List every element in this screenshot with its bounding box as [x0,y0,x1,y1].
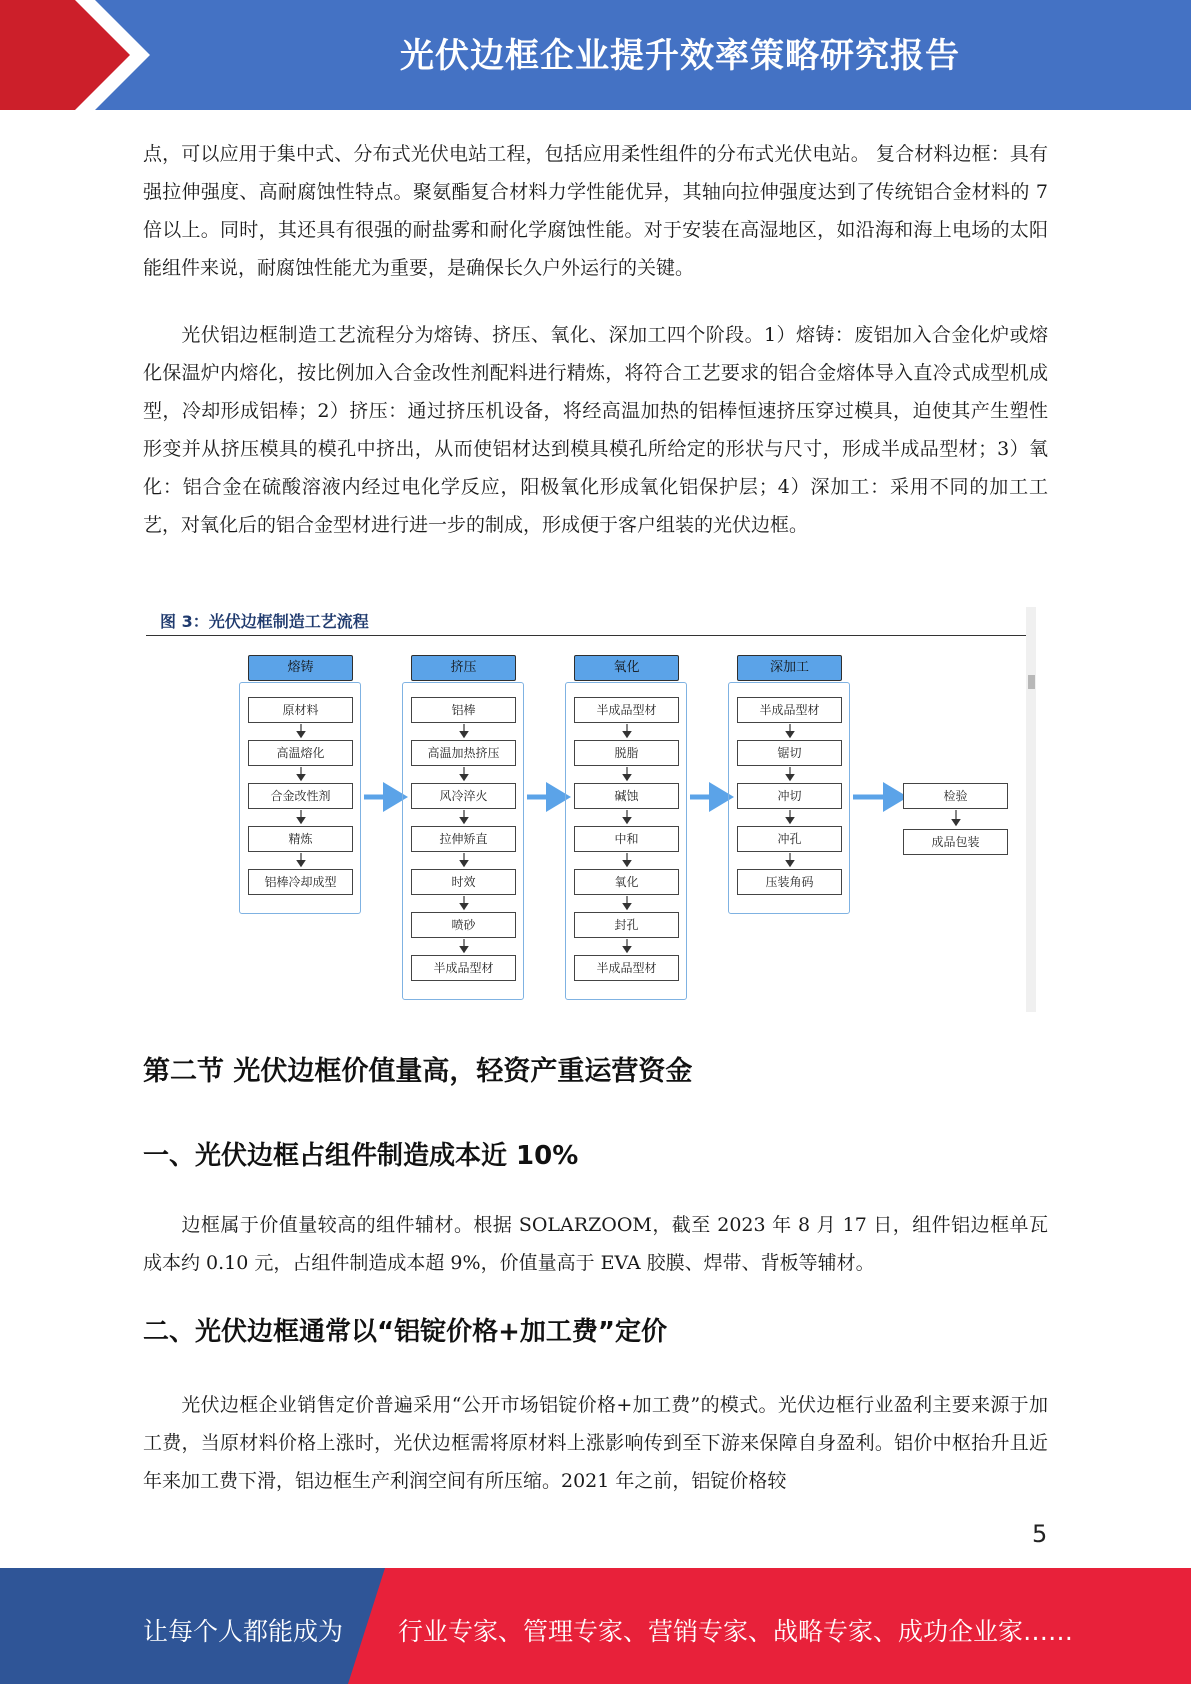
step-box: 封孔 [574,912,679,938]
paragraph-4: 光伏边框企业销售定价普遍采用“公开市场铝锭价格+加工费”的模式。光伏边框行业盈利主要来源于加工费，当原材料价格上涨时，光伏边框需将原材料上涨影响传到至下游来保障自身盈利。铝价中枢抬升且近年来加工费下滑，铝边框生产利润空间有所压缩。2021 年之前，铝锭价格较 [143,1394,1048,1492]
step-box: 原材料 [248,697,353,723]
step-box: 半成品型材 [737,697,842,723]
process-flow-figure [146,607,1036,1012]
stage-header-casting: 熔铸 [248,655,353,681]
step-box: 冲孔 [737,826,842,852]
report-title: 光伏边框企业提升效率策略研究报告 [400,36,960,76]
step-box: 时效 [411,869,516,895]
step-box: 氧化 [574,869,679,895]
stage-header-deep-processing: 深加工 [737,655,842,681]
paragraph-2: 光伏铝边框制造工艺流程分为熔铸、挤压、氧化、深加工四个阶段。1）熔铸：废铝加入合金化炉或熔化保温炉内熔化，按比例加入合金改性剂配料进行精炼，将符合工艺要求的铝合金熔体导入直冷式成型机成型，冷却形成铝棒；2）挤压：通过挤压机设备，将经高温加热的铝棒恒速挤压穿过模具，迫使其产生塑性形变并从挤压模具的模孔中挤出，从而使铝材达到模具模孔所给定的形状与尺寸，形成半成品型材；3）氧化：铝合金在硫酸溶液内经过电化学反应，阳极氧化形成氧化铝保护层；4）深加工：采用不同的加工工艺，对氧化后的铝合金型材进行进一步的制成，形成便于客户组装的光伏边框。 [143,324,1048,536]
step-box: 高温熔化 [248,740,353,766]
section-heading: 第二节 光伏边框价值量高，轻资产重运营资金 [143,1056,693,1087]
step-box: 半成品型材 [411,955,516,981]
final-step-box: 检验 [903,783,1008,809]
step-box: 铝棒冷却成型 [248,869,353,895]
header-chevron-decoration [0,0,300,110]
step-box: 中和 [574,826,679,852]
paragraph-3: 边框属于价值量较高的组件辅材。根据 SOLARZOOM，截至 2023 年 8 月 17 日，组件铝边框单瓦成本约 0.10 元，占组件制造成本超 9%，价值量高于 EVA 胶膜、焊带、背板等辅材。 [143,1214,1048,1274]
subsection-heading-1: 一、光伏边框占组件制造成本近 10% [143,1141,579,1171]
step-box: 精炼 [248,826,353,852]
figure-title: 图 3：光伏边框制造工艺流程 [160,612,369,631]
step-box: 锯切 [737,740,842,766]
step-box: 拉伸矫直 [411,826,516,852]
step-box: 脱脂 [574,740,679,766]
stage-header-oxidation: 氧化 [574,655,679,681]
step-box: 喷砂 [411,912,516,938]
figure-scrollbar[interactable] [1026,607,1036,1012]
stage-header-extrusion: 挤压 [411,655,516,681]
page-footer [0,1568,1191,1684]
footer-slogan-left: 让每个人都能成为 [143,1617,344,1646]
step-box: 压装角码 [737,869,842,895]
step-box: 合金改性剂 [248,783,353,809]
final-step-box: 成品包装 [903,829,1008,855]
step-box: 碱蚀 [574,783,679,809]
page-header [0,0,1191,110]
page-number: 5 [1032,1520,1048,1548]
figure-scrollbar-thumb[interactable] [1028,675,1035,689]
step-box: 铝棒 [411,697,516,723]
step-box: 高温加热挤压 [411,740,516,766]
step-box: 冲切 [737,783,842,809]
subsection-heading-2: 二、光伏边框通常以“铝锭价格+加工费”定价 [143,1317,667,1347]
step-box: 半成品型材 [574,955,679,981]
step-box: 风冷淬火 [411,783,516,809]
step-box: 半成品型材 [574,697,679,723]
paragraph-1: 点，可以应用于集中式、分布式光伏电站工程，包括应用柔性组件的分布式光伏电站。 复合材料边框：具有强拉伸强度、高耐腐蚀性特点。聚氨酯复合材料力学性能优异，其轴向拉伸强度达到了传统铝合金材料的 7 倍以上。同时，其还具有很强的耐盐雾和耐化学腐蚀性能。对于安装在高湿地区，如沿海和海上电场的太阳能组件来说，耐腐蚀性能尤为重要，是确保长久户外运行的关键。 [143,143,1048,279]
footer-slogan-right: 行业专家、管理专家、营销专家、战略专家、成功企业家…… [398,1617,1074,1646]
